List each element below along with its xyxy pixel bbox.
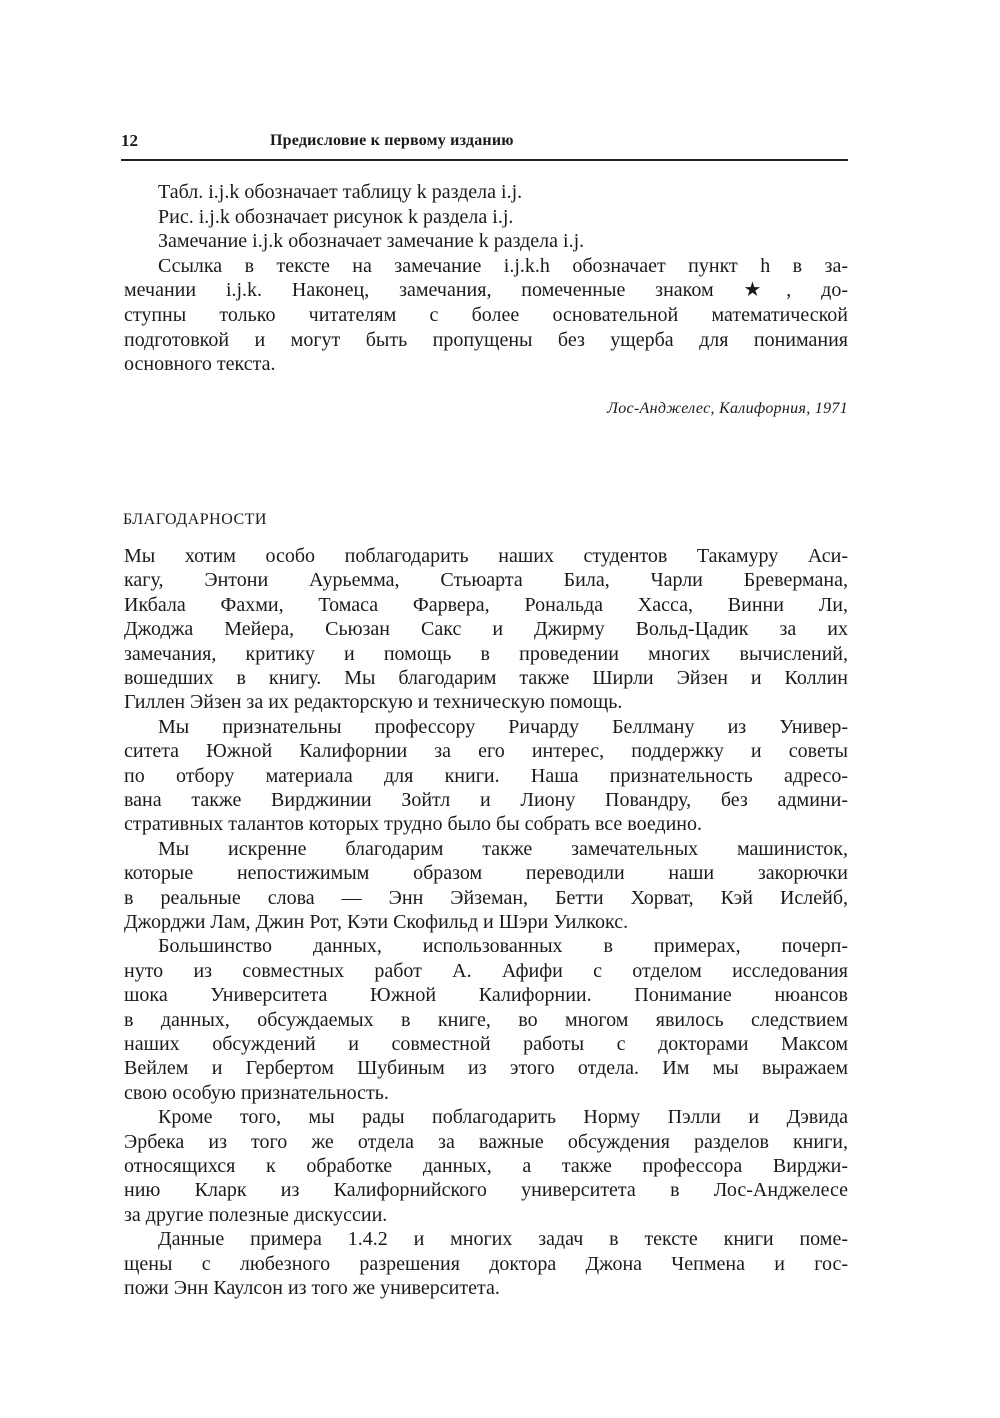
paragraph-line: Мы искренне благодарим также замечательных машинисток,	[158, 838, 848, 860]
header-rule	[121, 159, 848, 161]
paragraph-line: в данных, обсуждаемых в книге, во многом явилось следствием	[124, 1009, 848, 1031]
paragraph-line: ступны только читателям с более основательной математической	[124, 304, 848, 326]
paragraph-line: за другие полезные дискуссии.	[124, 1204, 388, 1226]
paragraph-line: Рис. i.j.k обозначает рисунок k раздела i.j.	[158, 206, 514, 228]
paragraph-line: свою особую признательность.	[124, 1082, 389, 1104]
paragraph-line: Данные примера 1.4.2 и многих задач в тексте книги поме-	[158, 1228, 848, 1250]
paragraph-line: пожи Энн Каулсон из того же университета.	[124, 1277, 500, 1299]
paragraph-line: основного текста.	[124, 353, 276, 375]
paragraph-line: Табл. i.j.k обозначает таблицу k раздела i.j.	[158, 181, 523, 203]
paragraph-line: Джорджи Лам, Джин Рот, Кэти Скофильд и Шэри Уилкокс.	[124, 911, 629, 933]
paragraph-line: нию Кларк из Калифорнийского университета в Лос-Анджелесе	[124, 1179, 848, 1201]
paragraph-line: по отбору материала для книги. Наша признательность адресо-	[124, 765, 848, 787]
paragraph-line: Гиллен Эйзен за их редакторскую и техническую помощь.	[124, 691, 623, 713]
paragraph-line: подготовкой и могут быть пропущены без ущерба для понимания	[124, 329, 848, 351]
running-title: Предисловие к первому изданию	[270, 132, 514, 149]
paragraph-line: вошедших в книгу. Мы благодарим также Ширли Эйзен и Коллин	[124, 667, 848, 689]
paragraph-line: Вейлем и Гербертом Шубиным из этого отдела. Им мы выражаем	[124, 1057, 848, 1079]
page-number: 12	[121, 131, 138, 150]
paragraph-line: ситета Южной Калифорнии за его интерес, поддержку и советы	[124, 740, 848, 762]
paragraph-line: Эрбека из того же отдела за важные обсуждения разделов книги,	[124, 1131, 848, 1153]
paragraph-line: Замечание i.j.k обозначает замечание k раздела i.j.	[158, 230, 585, 252]
paragraph-line: которые непостижимым образом переводили наши закорючки	[124, 862, 848, 884]
paragraph-line: Кроме того, мы рады поблагодарить Норму Пэлли и Дэвида	[158, 1106, 848, 1128]
paragraph-line: наших обсуждений и совместной работы с докторами Максом	[124, 1033, 848, 1055]
paragraph-line: Большинство данных, использованных в примерах, почерп-	[158, 935, 848, 957]
section-heading: БЛАГОДАРНОСТИ	[123, 511, 267, 528]
paragraph-line: Мы признательны профессору Ричарду Беллману из Универ-	[158, 716, 848, 738]
paragraph-line: мечании i.j.k. Наконец, замечания, помеченные знаком ★, до-	[124, 279, 848, 301]
paragraph-line: шока Университета Южной Калифорнии. Понимание нюансов	[124, 984, 848, 1006]
paragraph-line: вана также Вирджинии Зойтл и Лиону Повандру, без админи-	[124, 789, 848, 811]
paragraph-line: щены с любезного разрешения доктора Джона Чепмена и гос-	[124, 1253, 848, 1275]
paragraph-line: нуто из совместных работ А. Афифи с отделом исследования	[124, 960, 848, 982]
signature-place-date: Лос-Анджелес, Калифорния, 1971	[607, 400, 848, 417]
paragraph-line: относящихся к обработке данных, а также профессора Вирджи-	[124, 1155, 848, 1177]
paragraph-line: кагу, Энтони Аурьемма, Стьюарта Била, Чарли Бревермана,	[124, 569, 848, 591]
paragraph-line: замечания, критику и помощь в проведении многих вычислений,	[124, 643, 848, 665]
paragraph-line: Ссылка в тексте на замечание i.j.k.h обозначает пункт h в за-	[158, 255, 848, 277]
paragraph-line: Джоджа Мейера, Сьюзан Сакс и Джирму Вольд-Цадик за их	[124, 618, 848, 640]
paragraph-line: Мы хотим особо поблагодарить наших студентов Такамуру Аси-	[124, 545, 848, 567]
paragraph-line: стративных талантов которых трудно было бы собрать все воедино.	[124, 813, 703, 835]
paragraph-line: Икбала Фахми, Томаса Фарвера, Рональда Хасса, Винни Ли,	[124, 594, 848, 616]
paragraph-line: в реальные слова — Энн Эйземан, Бетти Хорват, Кэй Ислейб,	[124, 887, 848, 909]
